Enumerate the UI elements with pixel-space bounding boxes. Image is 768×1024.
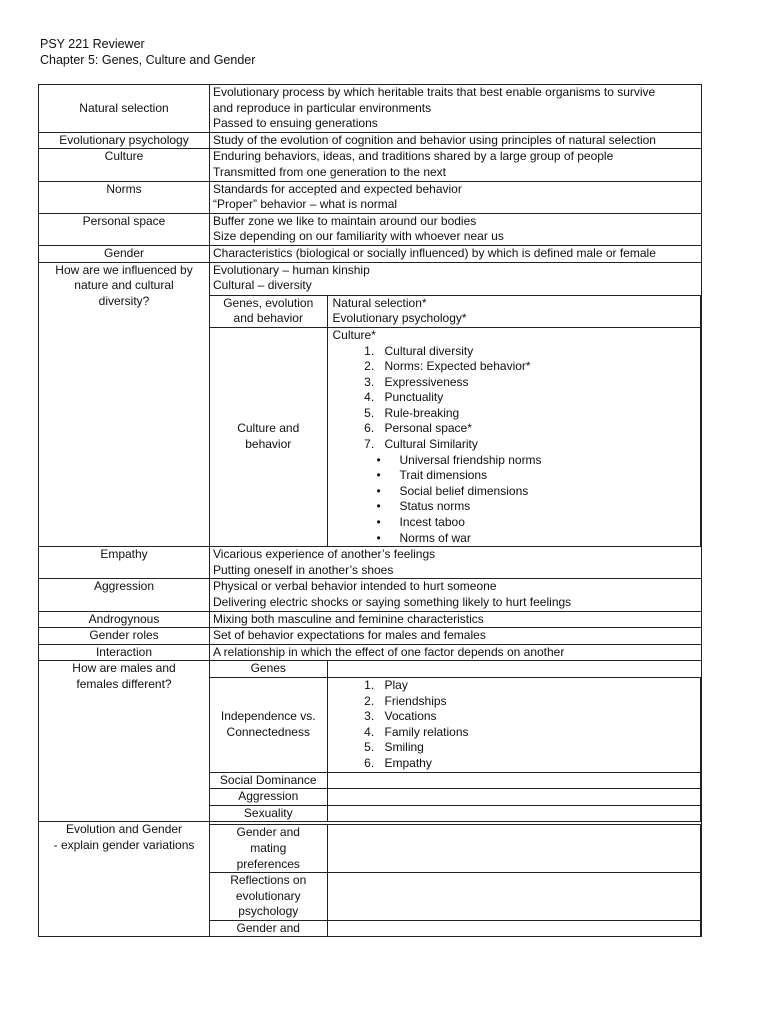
- term-aggression: Aggression: [39, 579, 210, 611]
- table-row: [39, 132, 702, 149]
- list-item: • Universal friendship norms: [385, 453, 701, 469]
- table-row: [210, 825, 701, 873]
- culture-numbered-list: [333, 344, 701, 453]
- term-line: Evolution and Gender: [65, 822, 183, 837]
- term-gender: Gender: [39, 245, 210, 262]
- list-item: 3. Expressiveness: [378, 375, 701, 391]
- term-empathy: Empathy: [39, 547, 210, 579]
- label-line: Culture and: [237, 421, 300, 436]
- label-line: evolutionary: [235, 888, 301, 903]
- list-item: 1. Play: [378, 678, 701, 694]
- definition-line: Transmitted from one generation to the next: [213, 164, 447, 179]
- def-norms: [210, 181, 702, 213]
- list-item: 5. Smiling: [378, 740, 701, 756]
- table-row: [39, 644, 702, 661]
- independence-items: [327, 677, 701, 772]
- term-interaction: Interaction: [39, 644, 210, 661]
- table-row: [39, 85, 702, 133]
- genes-evolution-label: [210, 295, 327, 327]
- term-evolutionary-psychology: Evolutionary psychology: [39, 132, 210, 149]
- definition-line: Size depending on our familiarity with whoever near us: [213, 229, 504, 244]
- label-line: and behavior: [233, 311, 303, 326]
- aggression-label: Aggression: [210, 789, 327, 806]
- term-males-females: [39, 661, 210, 822]
- def-males-females: [210, 661, 702, 822]
- culture-behavior-label: [210, 327, 327, 546]
- table-row: [210, 295, 701, 327]
- label-line: Independence vs.: [220, 709, 316, 724]
- reflections-value: [327, 873, 701, 921]
- list-item: 1. Cultural diversity: [378, 344, 701, 360]
- reviewer-table: [38, 84, 702, 937]
- list-item: • Status norms: [385, 499, 701, 515]
- definition-line: Mixing both masculine and feminine characteristics: [213, 611, 484, 626]
- list-item: 7. Cultural Similarity: [378, 437, 701, 453]
- list-item: 2. Norms: Expected behavior*: [378, 359, 701, 375]
- definition-line: Standards for accepted and expected behavior: [213, 181, 462, 196]
- label-line: Connectedness: [226, 724, 310, 739]
- culture-behavior-items: [327, 327, 701, 546]
- table-row: [39, 149, 702, 181]
- list-item: • Social belief dimensions: [385, 484, 701, 500]
- term-personal-space: Personal space: [39, 213, 210, 245]
- definition-line: Characteristics (biological or socially influenced) by which is defined male or female: [213, 245, 656, 260]
- item-line: Evolutionary psychology*: [332, 311, 467, 326]
- table-row: [39, 547, 702, 579]
- table-row: [210, 772, 701, 789]
- definition-line: Delivering electric shocks or saying something likely to hurt feelings: [213, 595, 572, 609]
- def-evolution-gender: [210, 822, 702, 937]
- table-row: [210, 327, 701, 546]
- def-evolutionary-psychology: [210, 132, 702, 149]
- term-influence: [39, 262, 210, 547]
- term-natural-selection: Natural selection: [39, 85, 210, 133]
- culture-heading: Culture*: [332, 327, 376, 342]
- label-line: Gender and: [236, 825, 300, 840]
- def-gender: [210, 245, 702, 262]
- sexuality-value: [327, 805, 701, 821]
- table-row: [210, 873, 701, 921]
- table-row: [39, 213, 702, 245]
- definition-line: “Proper” behavior – what is normal: [213, 197, 398, 212]
- genes-value: [327, 661, 701, 677]
- table-row: [39, 611, 702, 628]
- reflections-label: [210, 873, 327, 921]
- def-influence: [210, 262, 702, 547]
- list-item: 4. Punctuality: [378, 390, 701, 406]
- independence-numbered-list: [333, 678, 701, 772]
- list-item: • Trait dimensions: [385, 468, 701, 484]
- label-line: mating: [250, 840, 287, 855]
- definition-line: Cultural – diversity: [213, 278, 312, 293]
- label-line: behavior: [245, 437, 292, 452]
- table-row: [210, 805, 701, 821]
- list-item: 3. Vocations: [378, 709, 701, 725]
- table-row: [210, 920, 701, 936]
- genes-label: Genes: [210, 661, 327, 677]
- mating-preferences-label: [210, 825, 327, 873]
- culture-bullet-list: [333, 453, 701, 547]
- term-line: diversity?: [98, 293, 150, 308]
- def-personal-space: [210, 213, 702, 245]
- definition-line: Passed to ensuing generations: [213, 116, 378, 131]
- definition-line: Enduring behaviors, ideas, and traditions shared by a large group of people: [213, 149, 614, 164]
- table-row: [39, 245, 702, 262]
- item-line: Natural selection*: [332, 295, 427, 310]
- influence-subtable: [210, 295, 701, 547]
- definition-line: Evolutionary – human kinship: [213, 262, 370, 277]
- definition-line: Putting oneself in another’s shoes: [213, 562, 394, 577]
- table-row: [39, 579, 702, 611]
- term-line: How are we influenced by: [55, 262, 193, 277]
- gender-and-label: Gender and: [210, 920, 327, 936]
- def-gender-roles: [210, 628, 702, 645]
- list-item: 5. Rule-breaking: [378, 406, 701, 422]
- independence-label: [210, 677, 327, 772]
- document-subtitle: Chapter 5: Genes, Culture and Gender: [40, 53, 256, 67]
- label-line: preferences: [236, 856, 300, 871]
- social-dominance-value: [327, 772, 701, 789]
- term-culture: Culture: [39, 149, 210, 181]
- definition-line: and reproduce in particular environments: [213, 100, 432, 115]
- evolution-gender-subtable: [210, 824, 701, 936]
- table-row: [39, 822, 702, 937]
- term-line: - explain gender variations: [53, 837, 195, 852]
- document-title: PSY 221 Reviewer: [40, 37, 145, 51]
- list-item: 2. Friendships: [378, 694, 701, 710]
- definition-line: Buffer zone we like to maintain around our bodies: [213, 213, 477, 228]
- genes-evolution-items: [327, 295, 701, 327]
- label-line: Reflections on: [230, 873, 307, 888]
- definition-line: Vicarious experience of another’s feelings: [213, 547, 436, 562]
- definition-line: Set of behavior expectations for males and females: [213, 628, 486, 643]
- term-line: How are males and: [72, 661, 176, 676]
- social-dominance-label: Social Dominance: [210, 772, 327, 789]
- table-row: [39, 661, 702, 822]
- aggression-value: [327, 789, 701, 806]
- label-line: Genes, evolution: [223, 295, 314, 310]
- sexuality-label: Sexuality: [210, 805, 327, 821]
- term-evolution-gender: [39, 822, 210, 937]
- def-natural-selection: [210, 85, 702, 133]
- term-gender-roles: Gender roles: [39, 628, 210, 645]
- definition-line: A relationship in which the effect of one factor depends on another: [213, 644, 565, 659]
- term-line: nature and cultural: [74, 278, 174, 293]
- list-item: • Norms of war: [385, 531, 701, 547]
- list-item: 4. Family relations: [378, 725, 701, 741]
- def-aggression: [210, 579, 702, 611]
- table-row: [210, 661, 701, 677]
- list-item: 6. Personal space*: [378, 421, 701, 437]
- table-row: [39, 181, 702, 213]
- def-empathy: [210, 547, 702, 579]
- table-row: [210, 789, 701, 806]
- definition-line: Physical or verbal behavior intended to hurt someone: [213, 579, 497, 594]
- table-row: [39, 628, 702, 645]
- mating-preferences-value: [327, 825, 701, 873]
- list-item: • Incest taboo: [385, 515, 701, 531]
- list-item: 6. Empathy: [378, 756, 701, 772]
- term-line: females different?: [76, 676, 172, 691]
- gender-and-value: [327, 920, 701, 936]
- table-row: [210, 677, 701, 772]
- definition-line: Study of the evolution of cognition and behavior using principles of natural selection: [213, 132, 656, 147]
- term-norms: Norms: [39, 181, 210, 213]
- definition-line: Evolutionary process by which heritable traits that best enable organisms to survive: [213, 85, 656, 99]
- def-androgynous: [210, 611, 702, 628]
- table-row: [39, 262, 702, 547]
- def-culture: [210, 149, 702, 181]
- term-androgynous: Androgynous: [39, 611, 210, 628]
- def-interaction: [210, 644, 702, 661]
- label-line: psychology: [238, 904, 299, 919]
- males-females-subtable: [210, 661, 701, 821]
